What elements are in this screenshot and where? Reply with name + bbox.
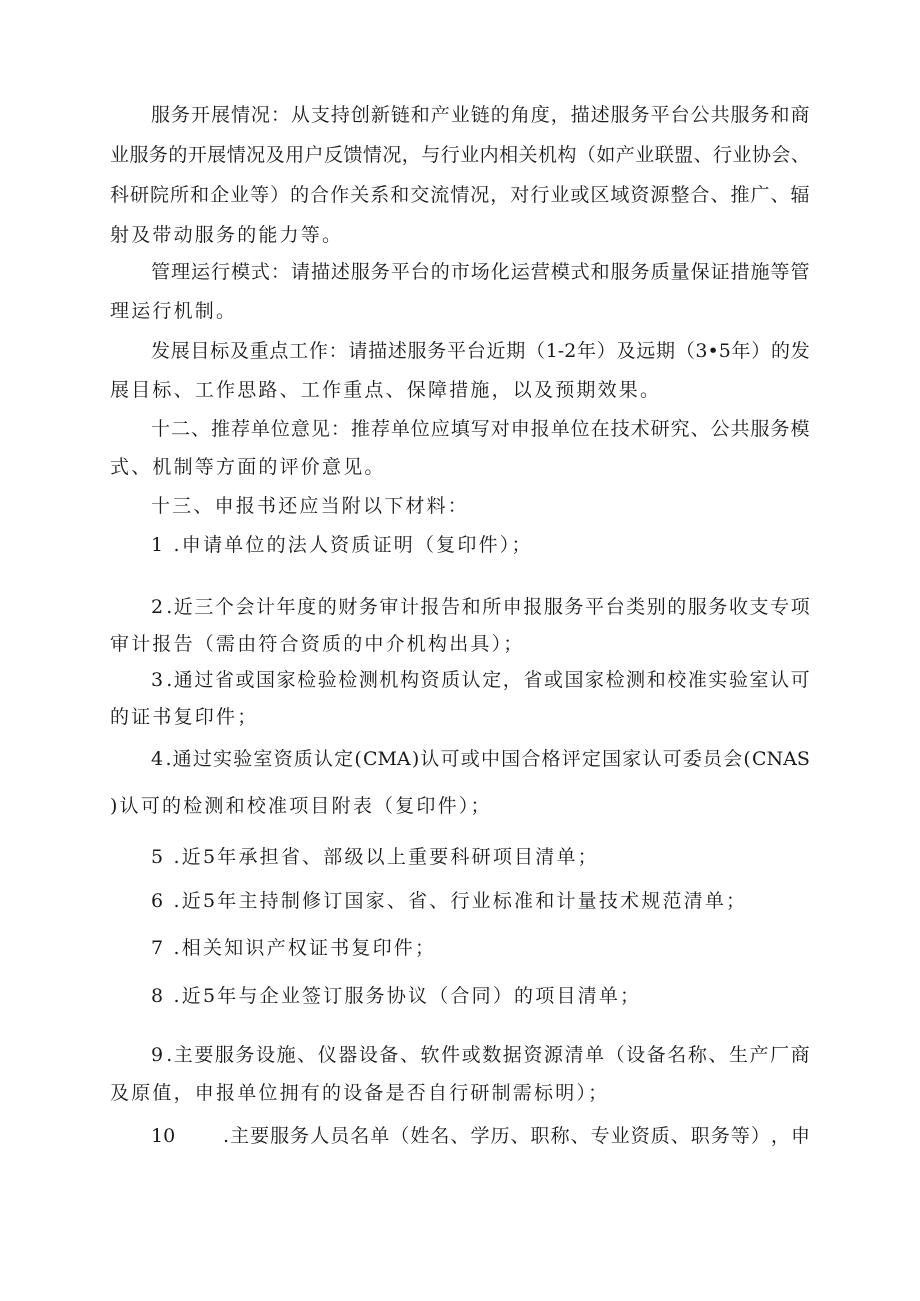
list-item-10-text: . 主 要 服 务 人 员 名 单 （ 姓 名 、 学 历 、 职 称 、 专 业 资 质 、 职 务 等 ） ， 申 [223,1125,810,1147]
list-item-5-line-1: 5 .近5年承担省、部级以上重要科研项目清单； [151,846,599,868]
list-item-10-number: 10 [151,1125,176,1147]
list-item-10-line-1 [151,1121,810,1151]
paragraph-goals-line-2: 展目标、工作思路、工作重点、保障措施，以及预期效果。 [110,379,662,401]
paragraph-service-line-3: 科 研 院 所 和 企 业 等 ） 的 合 作 关 系 和 交 流 情 况 ， 对 行 业 或 区 域 资 源 整 合 、 推 广 、 辐 [110,184,810,206]
paragraph-service-line-1: 服 务 开 展 情 况 ： 从 支 持 创 新 链 和 产 业 链 的 角 度 ， 描 述 服 务 平 台 公 共 服 务 和 商 [151,104,810,126]
list-item-6-line-1: 6 .近5年主持制修订国家、省、行业标准和计量技术规范清单； [151,890,748,912]
list-item-9-line-2: 及原值，申报单位拥有的设备是否自行研制需标明）； [110,1082,610,1104]
paragraph-service-line-4: 射及带动服务的能力等。 [110,224,344,246]
list-item-1-line-1: 1 .申请单位的法人资质证明（复印件）； [151,534,533,556]
paragraph-recommendation-line-2: 式、机制等方面的评价意见。 [110,456,386,478]
list-item-3-line-2: 的证书复印件； [110,706,259,728]
list-item-7-line-1: 7 .相关知识产权证书复印件； [151,937,437,959]
list-item-4-line-2: )认可的检测和校准项目附表（复印件）； [110,795,492,817]
list-item-3-line-1: 3 . 通 过 省 或 国 家 检 验 检 测 机 构 资 质 认 定 ， 省 或 国 家 检 测 和 校 准 实 验 室 认 可 [151,669,810,691]
list-item-9-line-1: 9 . 主 要 服 务 设 施 、 仪 器 设 备 、 软 件 或 数 据 资 源 清 单 （ 设 备 名 称 、 生 产 厂 商 [151,1044,810,1066]
paragraph-management-line-2: 理运行机制。 [110,300,238,322]
list-item-4-line-1: 4 . 通 过 实 验 室 资 质 认 定 ( CMA ) 认 可 或 中 国 合 格 评 定 国 家 认 可 委 员 会 ( CNAS [151,748,810,770]
paragraph-goals-line-1: 发 展 目 标 及 重 点 工 作 ： 请 描 述 服 务 平 台 近 期 （ 1-2 年 ） 及 远 期 （ 3•5 年 ） 的 发 [151,340,810,362]
paragraph-management-line-1: 管 理 运 行 模 式 ： 请 描 述 服 务 平 台 的 市 场 化 运 营 模 式 和 服 务 质 量 保 证 措 施 等 管 [151,261,810,283]
list-item-8-line-1: 8 .近5年与企业签订服务协议（合同）的项目清单； [151,985,642,1007]
paragraph-service-line-2: 业 服 务 的 开 展 情 况 及 用 户 反 馈 情 况 ， 与 行 业 内 相 关 机 构 （ 如 产 业 联 盟 、 行 业 协 会 、 [110,144,810,166]
list-item-2-line-2: 审计报告（需由符合资质的中介机构出具）； [110,633,525,655]
paragraph-recommendation-line-1: 十 二 、 推 荐 单 位 意 见 ： 推 荐 单 位 应 填 写 对 申 报 单 位 在 技 术 研 究 、 公 共 服 务 模 [151,418,810,440]
paragraph-attachments-heading: 十三、申报书还应当附以下材料： [151,495,470,517]
list-item-2-line-1: 2 . 近 三 个 会 计 年 度 的 财 务 审 计 报 告 和 所 申 报 服 务 平 台 类 别 的 服 务 收 支 专 项 [151,596,810,618]
